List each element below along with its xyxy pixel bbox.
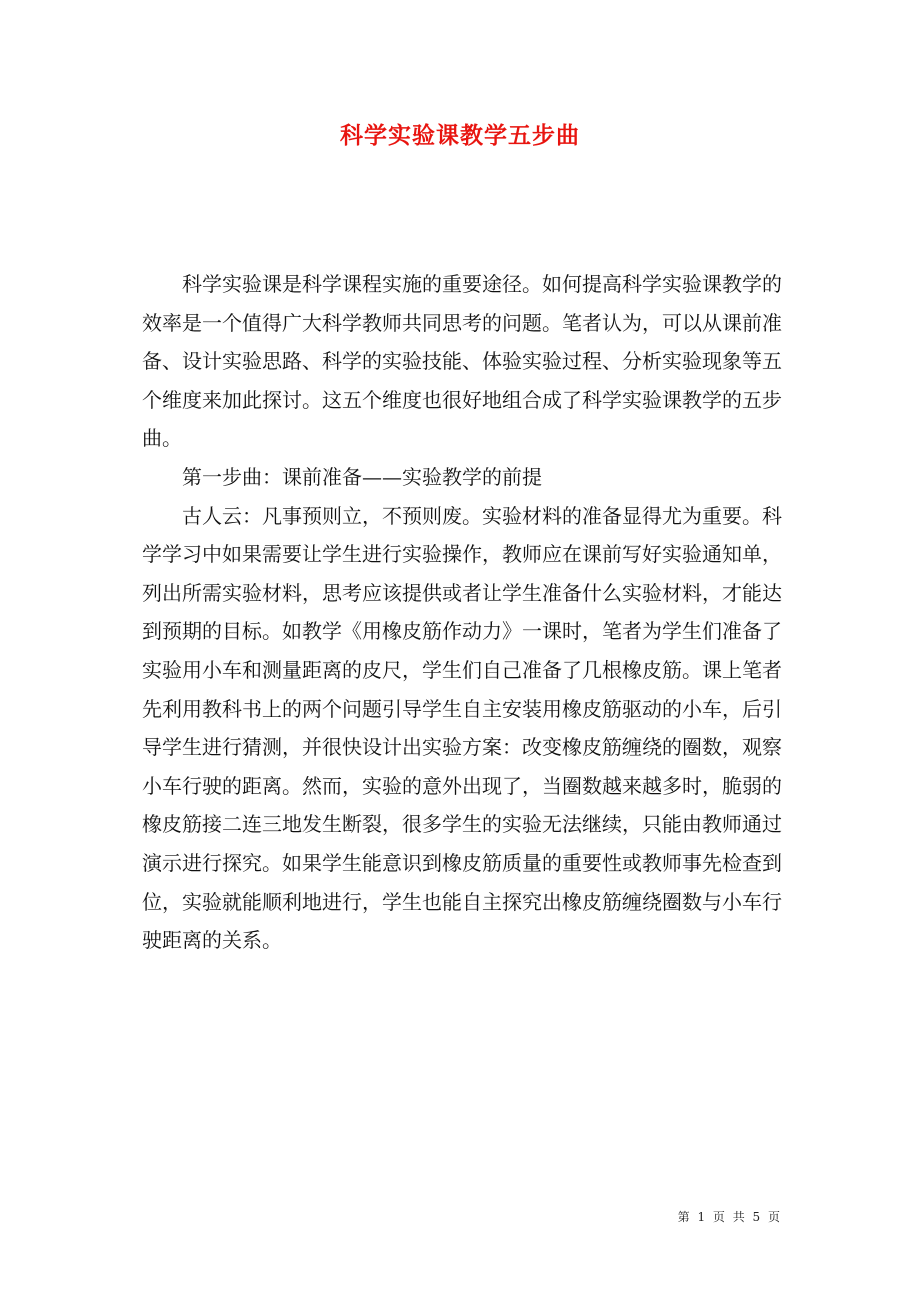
paragraph-step-one-body: 古人云：凡事预则立，不预则废。实验材料的准备显得尤为重要。科学学习中如果需要让学生进行实验操作，教师应在课前写好实验通知单，列出所需实验材料，思考应该提供或者让学生准备什么实验材料，才能达到预期的目标。如教学《用橡皮筋作动力》一课时，笔者为学生们准备了实验用小车和测量距离的皮尺，学生们自己准备了几根橡皮筋。课上笔者先利用教科书上的两个问题引导学生自主安装用橡皮筋驱动的小车，后引导学生进行猜测，并很快设计出实验方案：改变橡皮筋缠绕的圈数，观察小车行驶的距离。然而，实验的意外出现了，当圈数越来越多时，脆弱的橡皮筋接二连三地发生断裂，很多学生的实验无法继续，只能由教师通过演示进行探究。如果学生能意识到橡皮筋质量的重要性或教师事先检查到位，实验就能顺利地进行，学生也能自主探究出橡皮筋缠绕圈数与小车行驶距离的关系。 <box>142 503 782 953</box>
page-number-footer: 第 1 页 共 5 页 <box>677 1210 780 1224</box>
paragraph-step-one-heading: 第一步曲：课前准备——实验教学的前提 <box>182 464 542 489</box>
document-title: 科学实验课教学五步曲 <box>340 122 580 149</box>
paragraph-intro: 科学实验课是科学课程实施的重要途径。如何提高科学实验课教学的效率是一个值得广大科学教师共同思考的问题。笔者认为，可以从课前准备、设计实验思路、科学的实验技能、体验实验过程、分析实验现象等五个维度来加此探讨。这五个维度也很好地组合成了科学实验课教学的五步曲。 <box>142 272 782 451</box>
document-body <box>142 265 782 960</box>
